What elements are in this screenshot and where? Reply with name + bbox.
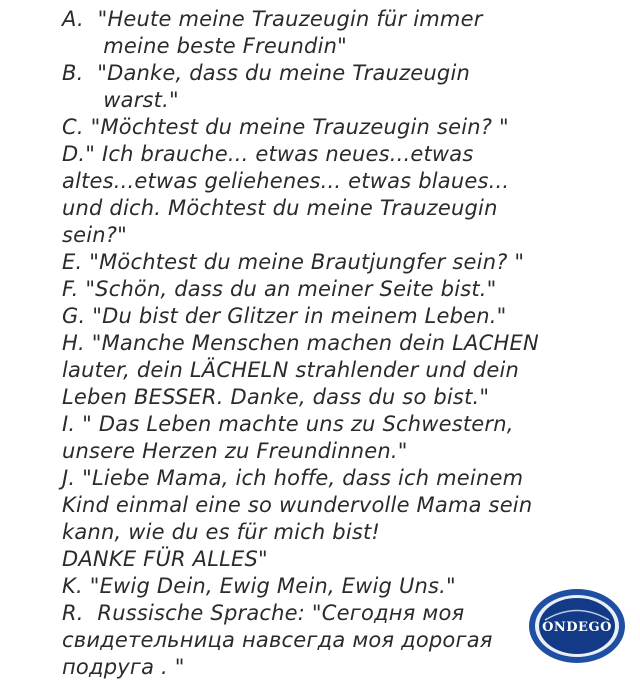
quote-line: G. "Du bist der Glitzer in meinem Leben." (62, 304, 507, 328)
quote-line: Kind einmal eine so wundervolle Mama sein (62, 493, 533, 517)
quote-line: подруга . " (62, 655, 185, 679)
ondego-logo-emblem (527, 587, 627, 665)
quote-line: A. "Heute meine Trauzeugin für immer (62, 7, 483, 31)
quote-line: DANKE FÜR ALLES" (62, 547, 268, 571)
quote-list (62, 6, 622, 681)
quote-line: meine beste Freundin" (62, 34, 347, 58)
quote-line: I. " Das Leben machte uns zu Schwestern, (62, 412, 514, 436)
quote-line: B. "Danke, dass du meine Trauzeugin (62, 61, 470, 85)
quote-line: und dich. Möchtest du meine Trauzeugin (62, 196, 498, 220)
quote-line: F. "Schön, dass du an meiner Seite bist." (62, 277, 497, 301)
quote-line: altes...etwas geliehenes... etwas blaues... (62, 169, 510, 193)
quote-line: R. Russische Sprache: "Сегодня моя (62, 601, 465, 625)
quote-line: warst." (62, 88, 179, 112)
quote-line: unsere Herzen zu Freundinnen." (62, 439, 408, 463)
quote-line: sein?" (62, 223, 128, 247)
quote-line: E. "Möchtest du meine Brautjungfer sein? " (62, 250, 525, 274)
quote-line: kann, wie du es für mich bist! (62, 520, 381, 544)
quote-line: J. "Liebe Mama, ich hoffe, dass ich meinem (62, 466, 524, 490)
quote-line: D." Ich brauche... etwas neues...etwas (62, 142, 474, 166)
quote-line: C. "Möchtest du meine Trauzeugin sein? " (62, 115, 509, 139)
quote-line: свидетельница навсегда моя дорогая (62, 628, 493, 652)
ondego-logo-text: ONDEGO (542, 620, 612, 635)
quote-line: H. "Manche Menschen machen dein LACHEN (62, 331, 539, 355)
quote-line: Leben BESSER. Danke, dass du so bist." (62, 385, 490, 409)
ondego-logo (527, 587, 627, 665)
quote-line: K. "Ewig Dein, Ewig Mein, Ewig Uns." (62, 574, 456, 598)
quote-line: lauter, dein LÄCHELN strahlender und dein (62, 358, 519, 382)
